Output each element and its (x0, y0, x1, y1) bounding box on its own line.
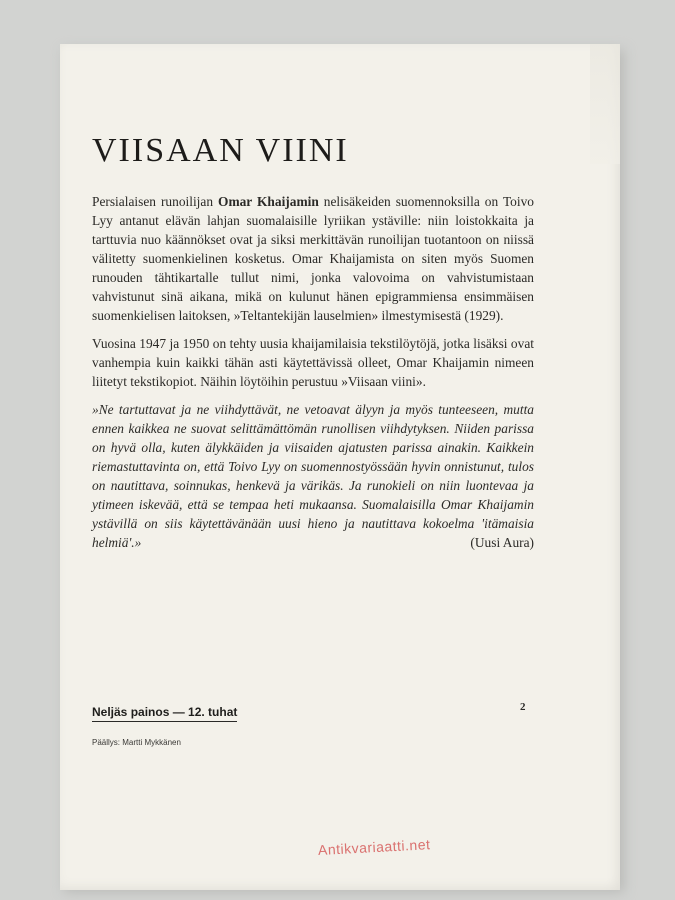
blurb-text (92, 192, 534, 561)
paragraph-findings: Vuosina 1947 ja 1950 on tehty uusia khaijamilaisia tekstilöytöjä, jotka lisäksi ovat vanhempia kuin kaikki tähän asti käytettävissä olleet, Omar Khaijamin nimeen liitetyt tekstikopiot. Näihin löytöihin perustuu »Viisaan viini». (92, 336, 534, 389)
cover-credit: Päällys: Martti Mykkänen (92, 738, 181, 747)
intro-rest: nelisäkeiden suomennoksilla on Toivo Lyy antanut elävän lahjan suomalaisille lyriikan ystäville: niin loistokkaita ja tarttuvia nuo käännökset ovat ja siksi merkittävän runoilijan tuotantoon on niissä välitetty suomenkielinen kosketus. Omar Khaijamista on siten myös Suomen runouden tähtikartalle tullut nimi, jonka valovoima on vahvistumistaan vahvistunut sinä aikana, mikä on kulunut hänen epigrammiensa ensimmäisen suomenkielisen laitoksen, »Teltantekijän lauselmien» ilmestymisestä (1929). (92, 194, 534, 323)
intro-start: Persialaisen runoilijan (92, 194, 219, 209)
page-number: 2 (520, 701, 526, 713)
quote-source: (Uusi Aura) (470, 535, 534, 550)
watermark: Antikvariaatti.net (317, 836, 431, 858)
cover-wear (590, 44, 620, 164)
author-name: Omar Khaijamin (218, 194, 319, 209)
paragraph-intro (92, 192, 534, 325)
review-quote (92, 400, 534, 552)
book-title: VIISAAN VIINI (92, 132, 349, 169)
quote-text: »Ne tartuttavat ja ne viihdyttävät, ne vetoavat älyyn ja myös tunteeseen, mutta ennen kaikkea ne suovat selittämättömän runollisen viihdytyksen. Niiden parissa on hyvä olla, kuten älykkäiden ja viisaiden ajatusten parissa ainakin. Kaikkein riemastuttavinta on, että Toivo Lyy on suomennostyössään hyvin onnistunut, tulos on nautittava, soinnukas, henkevä ja värikäs. Ja runokieli on niin luontevaa ja ytimeen iskevää, että se tempaa heti mukaansa. Suomalaisilla Omar Khaijamin ystävillä on siis käytettävänään uusi hieno ja nautittava kokoelma 'itämaisia helmiä'.» (92, 402, 534, 550)
edition-info: Neljäs painos — 12. tuhat (92, 705, 237, 722)
